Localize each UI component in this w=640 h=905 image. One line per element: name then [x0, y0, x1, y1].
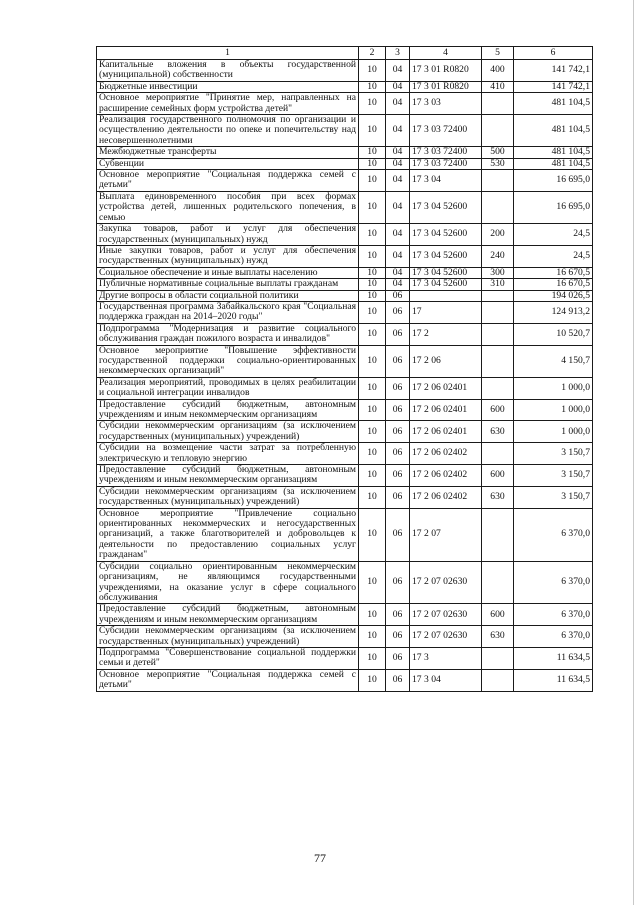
row-name-cell: Публичные нормативные социальные выплаты гражданам: [97, 279, 359, 290]
row-name-cell: Субсидии на возмещение части затрат за потребленную электрическую и тепловую энергию: [97, 443, 359, 465]
row-name-cell: Бюджетные инвестиции: [97, 81, 359, 92]
row-expense-type-cell: 600: [482, 465, 514, 487]
row-section-cell: 10: [359, 93, 386, 115]
row-target-article-cell: 17 3 03 72400: [410, 147, 482, 158]
row-amount-cell: 3 150,7: [514, 486, 593, 508]
table-header-row: [97, 47, 593, 60]
row-amount-cell: 3 150,7: [514, 443, 593, 465]
table-row: [97, 93, 593, 115]
row-section-cell: 10: [359, 561, 386, 604]
row-name-cell: Предоставление субсидий бюджетным, автономным учреждениям и иным некоммерческим организациям: [97, 465, 359, 487]
row-name-cell: Государственная программа Забайкальского края "Социальная поддержка граждан на 2014–2020 годы": [97, 301, 359, 323]
row-amount-cell: 16 670,5: [514, 279, 593, 290]
row-subsection-cell: 04: [386, 158, 410, 169]
row-amount-cell: 481 104,5: [514, 115, 593, 147]
row-amount-cell: 141 742,1: [514, 60, 593, 82]
row-subsection-cell: 04: [386, 81, 410, 92]
row-name-cell: Подпрограмма "Совершенствование социальной поддержки семьи и детей": [97, 647, 359, 669]
table-row: [97, 60, 593, 82]
row-subsection-cell: 04: [386, 115, 410, 147]
row-expense-type-cell: 240: [482, 245, 514, 267]
row-target-article-cell: 17 3 03 72400: [410, 115, 482, 147]
row-subsection-cell: 04: [386, 93, 410, 115]
row-section-cell: 10: [359, 647, 386, 669]
row-expense-type-cell: 630: [482, 421, 514, 443]
row-subsection-cell: 06: [386, 508, 410, 561]
table-row: [97, 561, 593, 604]
row-target-article-cell: 17 2 06 02402: [410, 465, 482, 487]
header-col-6: 6: [514, 47, 593, 60]
row-subsection-cell: 06: [386, 301, 410, 323]
row-name-cell: Иные закупки товаров, работ и услуг для обеспечения государственных (муниципальных) нужд: [97, 245, 359, 267]
budget-table: [96, 46, 593, 692]
row-amount-cell: 481 104,5: [514, 147, 593, 158]
row-target-article-cell: 17 2 06 02402: [410, 443, 482, 465]
row-subsection-cell: 04: [386, 191, 410, 223]
row-name-cell: Субсидии некоммерческим организациям (за исключением государственных (муниципальных) учреждений): [97, 626, 359, 648]
row-expense-type-cell: [482, 669, 514, 691]
row-section-cell: 10: [359, 421, 386, 443]
row-target-article-cell: 17 3 04 52600: [410, 224, 482, 246]
row-section-cell: 10: [359, 626, 386, 648]
row-subsection-cell: 06: [386, 465, 410, 487]
table-row: [97, 224, 593, 246]
row-name-cell: Социальное обеспечение и иные выплаты населению: [97, 267, 359, 278]
row-expense-type-cell: 400: [482, 60, 514, 82]
row-expense-type-cell: [482, 377, 514, 399]
table-row: [97, 443, 593, 465]
row-amount-cell: 24,5: [514, 224, 593, 246]
row-expense-type-cell: 300: [482, 267, 514, 278]
page-number: 77: [314, 851, 326, 865]
row-target-article-cell: 17 2 07: [410, 508, 482, 561]
row-amount-cell: 6 370,0: [514, 508, 593, 561]
row-amount-cell: 16 695,0: [514, 191, 593, 223]
table-row: [97, 486, 593, 508]
row-subsection-cell: 04: [386, 245, 410, 267]
row-target-article-cell: 17 3: [410, 647, 482, 669]
row-section-cell: 10: [359, 486, 386, 508]
row-section-cell: 10: [359, 224, 386, 246]
row-subsection-cell: 04: [386, 147, 410, 158]
header-col-3: 3: [386, 47, 410, 60]
row-expense-type-cell: [482, 93, 514, 115]
row-name-cell: Другие вопросы в области социальной политики: [97, 290, 359, 301]
row-expense-type-cell: 630: [482, 626, 514, 648]
row-section-cell: 10: [359, 399, 386, 421]
row-amount-cell: 194 026,5: [514, 290, 593, 301]
table-row: [97, 115, 593, 147]
row-expense-type-cell: [482, 115, 514, 147]
row-expense-type-cell: [482, 508, 514, 561]
row-amount-cell: 16 695,0: [514, 170, 593, 192]
row-name-cell: Субвенции: [97, 158, 359, 169]
row-section-cell: 10: [359, 290, 386, 301]
row-target-article-cell: 17 2 07 02630: [410, 604, 482, 626]
row-section-cell: 10: [359, 443, 386, 465]
table-row: [97, 290, 593, 301]
table-row: [97, 626, 593, 648]
row-target-article-cell: 17 3 04: [410, 170, 482, 192]
row-target-article-cell: 17 2 06 02401: [410, 421, 482, 443]
row-amount-cell: 4 150,7: [514, 345, 593, 377]
row-name-cell: Капитальные вложения в объекты государственной (муниципальной) собственности: [97, 60, 359, 82]
row-subsection-cell: 06: [386, 399, 410, 421]
row-expense-type-cell: [482, 290, 514, 301]
row-subsection-cell: 06: [386, 345, 410, 377]
row-name-cell: Реализация государственного полномочия по организации и осуществлению деятельности по опеке и попечительству над несовершеннолетними: [97, 115, 359, 147]
table-row: [97, 279, 593, 290]
row-expense-type-cell: 500: [482, 147, 514, 158]
row-target-article-cell: 17 2 06 02401: [410, 399, 482, 421]
row-name-cell: Основное мероприятие "Принятие мер, направленных на расширение семейных форм устройства детей": [97, 93, 359, 115]
row-amount-cell: 124 913,2: [514, 301, 593, 323]
row-amount-cell: 481 104,5: [514, 158, 593, 169]
row-subsection-cell: 06: [386, 669, 410, 691]
row-subsection-cell: 06: [386, 604, 410, 626]
table-row: [97, 81, 593, 92]
table-row: [97, 323, 593, 345]
row-subsection-cell: 04: [386, 170, 410, 192]
row-amount-cell: 1 000,0: [514, 399, 593, 421]
row-subsection-cell: 04: [386, 267, 410, 278]
row-amount-cell: 3 150,7: [514, 465, 593, 487]
row-subsection-cell: 06: [386, 647, 410, 669]
scan-edge-line: [633, 0, 634, 905]
row-section-cell: 10: [359, 508, 386, 561]
row-section-cell: 10: [359, 147, 386, 158]
row-amount-cell: 141 742,1: [514, 81, 593, 92]
row-name-cell: Основное мероприятие "Социальная поддержка семей с детьми": [97, 669, 359, 691]
row-amount-cell: 481 104,5: [514, 93, 593, 115]
row-name-cell: Основное мероприятие "Повышение эффективности государственной поддержки социально-ориентированных некоммерческих организаций": [97, 345, 359, 377]
row-expense-type-cell: [482, 443, 514, 465]
header-col-2: 2: [359, 47, 386, 60]
row-expense-type-cell: 600: [482, 399, 514, 421]
row-subsection-cell: 06: [386, 323, 410, 345]
row-section-cell: 10: [359, 115, 386, 147]
row-expense-type-cell: 630: [482, 486, 514, 508]
header-col-5: 5: [482, 47, 514, 60]
table-row: [97, 669, 593, 691]
row-amount-cell: 10 520,7: [514, 323, 593, 345]
row-expense-type-cell: [482, 191, 514, 223]
row-target-article-cell: 17 2: [410, 323, 482, 345]
row-subsection-cell: 06: [386, 443, 410, 465]
row-section-cell: 10: [359, 81, 386, 92]
row-amount-cell: 1 000,0: [514, 377, 593, 399]
row-expense-type-cell: 200: [482, 224, 514, 246]
row-name-cell: Предоставление субсидий бюджетным, автономным учреждениям и иным некоммерческим организациям: [97, 399, 359, 421]
row-target-article-cell: 17 3 01 R0820: [410, 81, 482, 92]
row-amount-cell: 6 370,0: [514, 561, 593, 604]
row-section-cell: 10: [359, 279, 386, 290]
row-name-cell: Субсидии некоммерческим организациям (за исключением государственных (муниципальных) учреждений): [97, 421, 359, 443]
row-subsection-cell: 06: [386, 486, 410, 508]
table-row: [97, 508, 593, 561]
row-amount-cell: 24,5: [514, 245, 593, 267]
row-name-cell: Субсидии некоммерческим организациям (за исключением государственных (муниципальных) учреждений): [97, 486, 359, 508]
row-target-article-cell: 17 3 03: [410, 93, 482, 115]
table-row: [97, 421, 593, 443]
row-subsection-cell: 06: [386, 377, 410, 399]
row-amount-cell: 11 634,5: [514, 669, 593, 691]
table-row: [97, 465, 593, 487]
row-section-cell: 10: [359, 301, 386, 323]
row-target-article-cell: 17 2 07 02630: [410, 561, 482, 604]
row-target-article-cell: 17 2 07 02630: [410, 626, 482, 648]
row-expense-type-cell: [482, 647, 514, 669]
row-subsection-cell: 06: [386, 561, 410, 604]
row-amount-cell: 1 000,0: [514, 421, 593, 443]
row-section-cell: 10: [359, 245, 386, 267]
row-expense-type-cell: 530: [482, 158, 514, 169]
table-row: [97, 377, 593, 399]
row-target-article-cell: 17 2 06 02401: [410, 377, 482, 399]
table-row: [97, 191, 593, 223]
table-row: [97, 158, 593, 169]
table-row: [97, 647, 593, 669]
row-subsection-cell: 04: [386, 279, 410, 290]
row-subsection-cell: 04: [386, 224, 410, 246]
row-amount-cell: 11 634,5: [514, 647, 593, 669]
row-expense-type-cell: [482, 561, 514, 604]
table-row: [97, 267, 593, 278]
header-col-1: 1: [97, 47, 359, 60]
row-expense-type-cell: [482, 301, 514, 323]
row-name-cell: Межбюджетные трансферты: [97, 147, 359, 158]
table-row: [97, 345, 593, 377]
row-name-cell: Субсидии социально ориентированным некоммерческим организациям, не являющимся государственными учреждениями, на оказание услуг в сфере социального обслуживания: [97, 561, 359, 604]
row-target-article-cell: 17: [410, 301, 482, 323]
row-target-article-cell: 17 3 04 52600: [410, 267, 482, 278]
row-expense-type-cell: [482, 170, 514, 192]
row-amount-cell: 16 670,5: [514, 267, 593, 278]
row-expense-type-cell: [482, 323, 514, 345]
row-expense-type-cell: 310: [482, 279, 514, 290]
row-section-cell: 10: [359, 191, 386, 223]
row-name-cell: Выплата единовременного пособия при всех формах устройства детей, лишенных родительского попечения, в семью: [97, 191, 359, 223]
row-amount-cell: 6 370,0: [514, 604, 593, 626]
row-subsection-cell: 06: [386, 626, 410, 648]
row-target-article-cell: 17 3 04 52600: [410, 191, 482, 223]
row-subsection-cell: 04: [386, 60, 410, 82]
row-section-cell: 10: [359, 465, 386, 487]
row-target-article-cell: 17 2 06 02402: [410, 486, 482, 508]
row-target-article-cell: [410, 290, 482, 301]
row-subsection-cell: 06: [386, 421, 410, 443]
row-section-cell: 10: [359, 60, 386, 82]
row-target-article-cell: 17 3 04: [410, 669, 482, 691]
row-target-article-cell: 17 3 04 52600: [410, 279, 482, 290]
row-name-cell: Реализация мероприятий, проводимых в целях реабилитации и социальной интеграции инвалидов: [97, 377, 359, 399]
table-row: [97, 301, 593, 323]
row-section-cell: 10: [359, 377, 386, 399]
row-amount-cell: 6 370,0: [514, 626, 593, 648]
budget-table-container: [96, 46, 592, 692]
row-section-cell: 10: [359, 170, 386, 192]
table-row: [97, 245, 593, 267]
row-target-article-cell: 17 3 03 72400: [410, 158, 482, 169]
table-row: [97, 604, 593, 626]
row-section-cell: 10: [359, 267, 386, 278]
row-name-cell: Основное мероприятие "Привлечение социально ориентированных некоммерческих и негосударственных организаций, а также благотворителей и добровольцев к деятельности по предоставлению социальных услуг гражданам": [97, 508, 359, 561]
row-expense-type-cell: 410: [482, 81, 514, 92]
table-row: [97, 399, 593, 421]
row-target-article-cell: 17 3 04 52600: [410, 245, 482, 267]
row-target-article-cell: 17 2 06: [410, 345, 482, 377]
row-section-cell: 10: [359, 345, 386, 377]
header-col-4: 4: [410, 47, 482, 60]
row-section-cell: 10: [359, 158, 386, 169]
budget-table-body: [97, 47, 593, 692]
row-expense-type-cell: [482, 345, 514, 377]
row-subsection-cell: 06: [386, 290, 410, 301]
row-name-cell: Основное мероприятие "Социальная поддержка семей с детьми": [97, 170, 359, 192]
row-target-article-cell: 17 3 01 R0820: [410, 60, 482, 82]
row-name-cell: Закупка товаров, работ и услуг для обеспечения государственных (муниципальных) нужд: [97, 224, 359, 246]
row-name-cell: Предоставление субсидий бюджетным, автономным учреждениям и иным некоммерческим организациям: [97, 604, 359, 626]
row-section-cell: 10: [359, 669, 386, 691]
row-section-cell: 10: [359, 323, 386, 345]
row-section-cell: 10: [359, 604, 386, 626]
table-row: [97, 170, 593, 192]
row-name-cell: Подпрограмма "Модернизация и развитие социального обслуживания граждан пожилого возраста и инвалидов": [97, 323, 359, 345]
table-row: [97, 147, 593, 158]
row-expense-type-cell: 600: [482, 604, 514, 626]
